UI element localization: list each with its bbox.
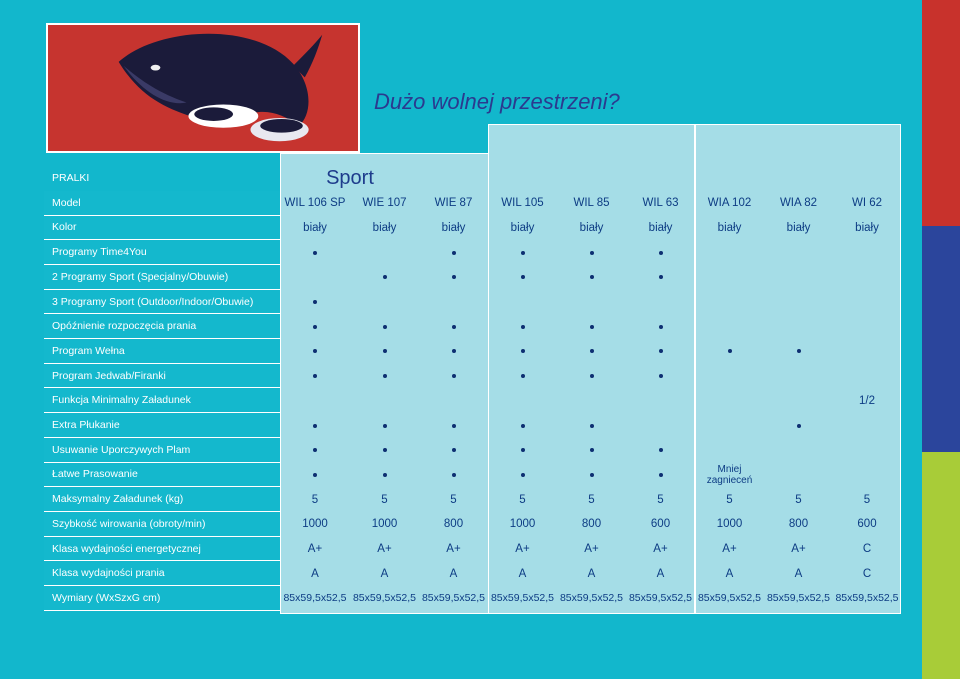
empty-cell <box>350 290 419 315</box>
bullet-icon <box>590 325 594 329</box>
table-cell: 5 <box>450 493 457 506</box>
empty-cell <box>695 364 764 389</box>
bullet-icon <box>521 473 525 477</box>
empty-cell <box>280 265 350 290</box>
table-cell: A+ <box>791 543 806 556</box>
bullet-icon <box>313 325 317 329</box>
table-cell: A <box>380 567 389 580</box>
row-label: Model <box>44 191 280 216</box>
row-label: 2 Programy Sport (Specjalny/Obuwie) <box>44 265 280 290</box>
feature-dot <box>557 265 626 290</box>
bullet-icon <box>313 300 317 304</box>
bullet-icon <box>590 275 594 279</box>
table-cell: biały <box>579 221 604 234</box>
feature-dot <box>350 413 419 438</box>
table-cell: A+ <box>307 543 323 556</box>
feature-dot <box>557 463 626 488</box>
feature-dot <box>280 438 350 463</box>
bullet-icon <box>452 275 456 279</box>
bullet-icon <box>521 448 525 452</box>
empty-cell <box>833 413 901 438</box>
table-cell: WIL 85 <box>573 197 610 210</box>
feature-dot <box>626 339 695 364</box>
feature-dot <box>280 339 350 364</box>
table-cell: 800 <box>581 518 602 531</box>
feature-dot <box>488 339 557 364</box>
feature-dot <box>419 438 488 463</box>
feature-dot <box>488 315 557 340</box>
table-cell: A+ <box>446 543 461 556</box>
table-cell: A <box>449 567 458 580</box>
table-cell: A <box>794 567 803 580</box>
table-cell: 85x59,5x52,5 <box>490 592 555 605</box>
bullet-icon <box>313 374 317 378</box>
table-cell: A+ <box>515 543 530 556</box>
bullet-icon <box>728 349 732 353</box>
table-row <box>44 537 901 562</box>
empty-cell <box>557 290 626 315</box>
table-cell: 85x59,5x52,5 <box>421 592 486 605</box>
bullet-icon <box>452 473 456 477</box>
feature-dot <box>557 339 626 364</box>
table-cell: WIE 87 <box>434 197 473 210</box>
table-cell: A+ <box>653 543 668 556</box>
bullet-icon <box>590 349 594 353</box>
bullet-icon <box>797 349 801 353</box>
brand-series: Sport <box>326 166 374 189</box>
feature-dot <box>695 339 764 364</box>
feature-dot <box>419 463 488 488</box>
empty-cell <box>764 463 833 488</box>
table-cell: 1000 <box>371 518 398 531</box>
table-cell: 85x59,5x52,5 <box>766 592 831 605</box>
empty-cell <box>764 265 833 290</box>
table-cell: WIA 82 <box>779 197 818 210</box>
bullet-icon <box>383 473 387 477</box>
headline: Dużo wolnej przestrzeni? <box>374 89 620 114</box>
table-cell: A <box>311 567 319 580</box>
bullet-icon <box>452 349 456 353</box>
bullet-icon <box>313 448 317 452</box>
empty-cell <box>764 389 833 414</box>
table-cell: 600 <box>650 518 671 531</box>
empty-cell <box>695 290 764 315</box>
table-cell: 5 <box>863 493 871 506</box>
table-row <box>44 216 901 241</box>
table-cell: biały <box>786 221 811 234</box>
table-cell: 5 <box>588 493 595 506</box>
table-cell: 5 <box>381 493 388 506</box>
empty-cell <box>419 290 488 315</box>
table-cell: A+ <box>584 543 599 556</box>
bullet-icon <box>590 374 594 378</box>
feature-dot <box>764 339 833 364</box>
row-label: Opóźnienie rozpoczęcia prania <box>44 315 280 340</box>
feature-dot <box>557 364 626 389</box>
feature-dot <box>557 438 626 463</box>
table-cell: 1000 <box>509 518 536 531</box>
empty-cell <box>833 315 901 340</box>
section-label: PRALKI <box>52 172 90 184</box>
empty-cell <box>695 315 764 340</box>
empty-cell <box>764 364 833 389</box>
feature-dot <box>419 240 488 265</box>
row-label: Łatwe Prasowanie <box>44 463 280 488</box>
table-cell: 85x59,5x52,5 <box>835 592 899 605</box>
table-row <box>44 389 901 414</box>
row-label: Szybkość wirowania (obroty/min) <box>44 512 280 537</box>
table-cell: biały <box>372 221 397 234</box>
bullet-icon <box>521 325 525 329</box>
bullet-icon <box>659 473 663 477</box>
table-cell: 1000 <box>716 518 743 531</box>
row-label: Funkcja Minimalny Załadunek <box>44 389 280 414</box>
feature-dot <box>350 339 419 364</box>
table-cell: 600 <box>857 518 877 531</box>
table-cell: 5 <box>795 493 802 506</box>
empty-cell <box>764 438 833 463</box>
table-cell: biały <box>303 221 327 234</box>
row-label: Klasa wydajności prania <box>44 562 280 587</box>
table-cell: WIL 106 SP <box>284 197 346 210</box>
table-row <box>44 562 901 587</box>
bullet-icon <box>452 325 456 329</box>
feature-dot <box>488 413 557 438</box>
empty-cell <box>280 389 350 414</box>
table-cell: A <box>725 567 734 580</box>
bullet-icon <box>590 424 594 428</box>
table-row <box>44 315 901 340</box>
bullet-icon <box>452 251 456 255</box>
whale-toy-image <box>46 23 360 153</box>
empty-cell <box>764 240 833 265</box>
feature-dot <box>626 364 695 389</box>
table-cell: A+ <box>722 543 737 556</box>
bullet-icon <box>452 424 456 428</box>
table-cell: A <box>656 567 665 580</box>
empty-cell <box>350 240 419 265</box>
table-cell: WIL 63 <box>642 197 679 210</box>
table-row <box>44 438 901 463</box>
empty-cell <box>695 438 764 463</box>
table-row <box>44 191 901 216</box>
bullet-icon <box>659 349 663 353</box>
bullet-icon <box>383 275 387 279</box>
table-cell: 5 <box>519 493 526 506</box>
row-label: Klasa wydajności energetycznej <box>44 537 280 562</box>
table-cell: 1/2 <box>859 394 875 407</box>
spec-table <box>44 153 901 614</box>
bullet-icon <box>659 275 663 279</box>
empty-cell <box>695 240 764 265</box>
feature-dot <box>488 265 557 290</box>
whale-toy-illustration <box>48 25 358 151</box>
table-cell: WI 62 <box>851 197 883 210</box>
feature-dot <box>280 240 350 265</box>
feature-dot <box>626 315 695 340</box>
empty-cell <box>833 240 901 265</box>
table-row <box>44 512 901 537</box>
empty-cell <box>626 413 695 438</box>
empty-cell <box>419 389 488 414</box>
empty-cell <box>488 290 557 315</box>
empty-cell <box>833 438 901 463</box>
row-label: Program Wełna <box>44 339 280 364</box>
feature-dot <box>626 438 695 463</box>
table-cell: biały <box>441 221 466 234</box>
row-label: Wymiary (WxSzxG cm) <box>44 586 280 611</box>
feature-dot <box>557 240 626 265</box>
row-label: Programy Time4You <box>44 240 280 265</box>
bullet-icon <box>521 374 525 378</box>
bullet-icon <box>521 424 525 428</box>
feature-dot <box>557 315 626 340</box>
table-row <box>44 240 901 265</box>
feature-dot <box>419 339 488 364</box>
feature-dot <box>350 438 419 463</box>
table-cell: 1000 <box>302 518 328 531</box>
table-cell: biały <box>717 221 742 234</box>
feature-dot <box>764 413 833 438</box>
empty-cell <box>350 389 419 414</box>
feature-dot <box>350 364 419 389</box>
empty-cell <box>833 339 901 364</box>
table-row <box>44 413 901 438</box>
empty-cell <box>488 389 557 414</box>
table-cell: C <box>862 543 872 556</box>
row-label: Kolor <box>44 216 280 241</box>
bullet-icon <box>659 251 663 255</box>
feature-dot <box>488 438 557 463</box>
bullet-icon <box>313 473 317 477</box>
feature-dot <box>419 413 488 438</box>
empty-cell <box>764 290 833 315</box>
table-row <box>44 290 901 315</box>
bullet-icon <box>383 349 387 353</box>
table-cell: WIE 107 <box>362 197 407 210</box>
table-cell: 85x59,5x52,5 <box>283 592 347 605</box>
empty-cell <box>833 463 901 488</box>
table-cell: 800 <box>443 518 464 531</box>
bullet-icon <box>659 325 663 329</box>
bullet-icon <box>590 251 594 255</box>
feature-dot <box>419 364 488 389</box>
row-label: 3 Programy Sport (Outdoor/Indoor/Obuwie) <box>44 290 280 315</box>
bullet-icon <box>659 448 663 452</box>
bullet-icon <box>521 275 525 279</box>
table-cell: A+ <box>377 543 392 556</box>
feature-dot <box>419 265 488 290</box>
row-label: Program Jedwab/Firanki <box>44 364 280 389</box>
bullet-icon <box>797 424 801 428</box>
table-cell: 85x59,5x52,5 <box>352 592 417 605</box>
feature-dot <box>488 364 557 389</box>
table-cell: A <box>587 567 596 580</box>
bullet-icon <box>590 448 594 452</box>
bullet-icon <box>521 251 525 255</box>
table-row <box>44 364 901 389</box>
table-cell: 5 <box>726 493 733 506</box>
empty-cell <box>626 290 695 315</box>
table-cell: C <box>862 567 872 580</box>
bullet-icon <box>313 349 317 353</box>
table-cell: 5 <box>657 493 664 506</box>
feature-dot <box>280 290 350 315</box>
table-row <box>44 586 901 611</box>
bullet-icon <box>313 424 317 428</box>
feature-dot <box>280 463 350 488</box>
bullet-icon <box>659 374 663 378</box>
empty-cell <box>833 290 901 315</box>
empty-cell <box>695 413 764 438</box>
bullet-icon <box>452 374 456 378</box>
table-cell: biały <box>648 221 673 234</box>
table-cell: 85x59,5x52,5 <box>628 592 693 605</box>
feature-dot <box>488 463 557 488</box>
table-cell: 800 <box>788 518 809 531</box>
bullet-icon <box>383 424 387 428</box>
table-row <box>44 463 901 488</box>
empty-cell <box>764 315 833 340</box>
empty-cell <box>833 265 901 290</box>
feature-dot <box>350 463 419 488</box>
feature-dot <box>488 240 557 265</box>
feature-dot <box>280 364 350 389</box>
feature-dot <box>280 413 350 438</box>
table-row <box>44 339 901 364</box>
feature-dot <box>626 463 695 488</box>
table-cell: Mniej zagnieceń <box>706 463 753 486</box>
side-stripe-green <box>922 452 960 679</box>
feature-dot <box>280 315 350 340</box>
row-label: Usuwanie Uporczywych Plam <box>44 438 280 463</box>
bullet-icon <box>383 374 387 378</box>
feature-dot <box>350 315 419 340</box>
bullet-icon <box>313 251 317 255</box>
feature-dot <box>557 413 626 438</box>
empty-cell <box>695 389 764 414</box>
empty-cell <box>626 389 695 414</box>
table-cell: 5 <box>311 493 319 506</box>
feature-dot <box>626 240 695 265</box>
feature-dot <box>626 265 695 290</box>
table-row <box>44 265 901 290</box>
feature-dot <box>419 315 488 340</box>
table-cell: 85x59,5x52,5 <box>697 592 762 605</box>
table-cell: biały <box>510 221 535 234</box>
table-cell: WIA 102 <box>707 197 752 210</box>
side-stripe-blue <box>922 226 960 452</box>
bullet-icon <box>452 448 456 452</box>
table-cell: WIL 105 <box>501 197 544 210</box>
row-label: Maksymalny Załadunek (kg) <box>44 487 280 512</box>
bullet-icon <box>521 349 525 353</box>
bullet-icon <box>590 473 594 477</box>
table-cell: A <box>518 567 527 580</box>
row-label: Extra Płukanie <box>44 413 280 438</box>
bullet-icon <box>383 448 387 452</box>
table-cell: 85x59,5x52,5 <box>559 592 624 605</box>
table-row <box>44 487 901 512</box>
bullet-icon <box>383 325 387 329</box>
empty-cell <box>557 389 626 414</box>
side-stripe-red <box>922 0 960 226</box>
empty-cell <box>833 364 901 389</box>
table-cell: biały <box>855 221 879 234</box>
feature-dot <box>350 265 419 290</box>
empty-cell <box>695 265 764 290</box>
